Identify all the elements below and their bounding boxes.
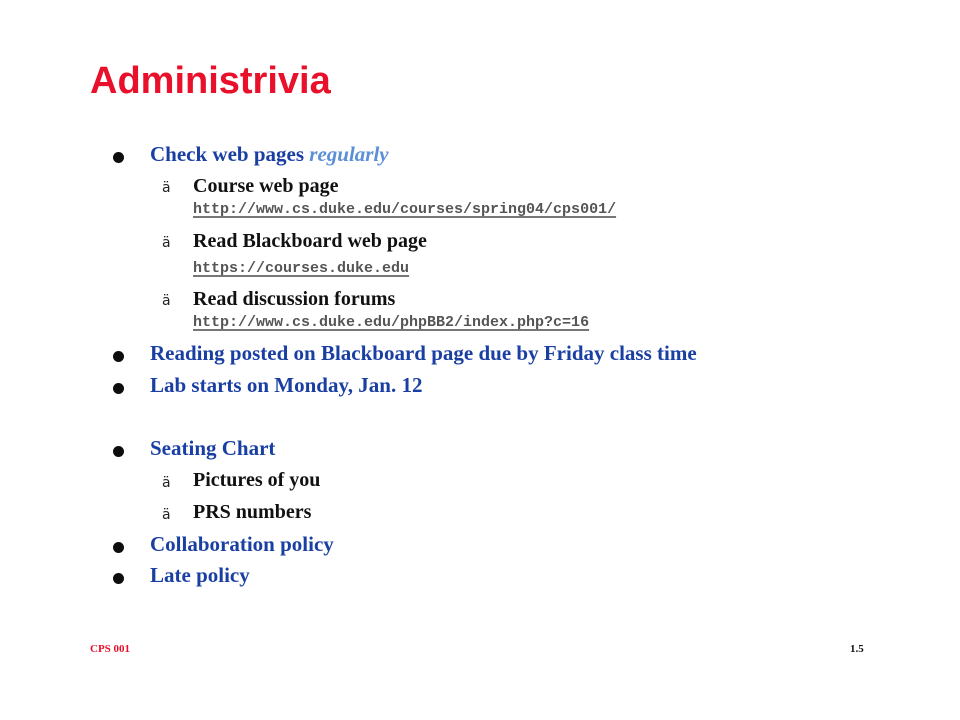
footer-course-label: CPS 001 — [90, 643, 131, 655]
subitem-blackboard-web-page: Read Blackboard web page — [193, 230, 427, 252]
bullet-icon — [113, 152, 124, 163]
sub-bullet-icon: ä — [162, 507, 171, 523]
bullet-icon — [113, 383, 124, 394]
bullet-item-collaboration-policy: Collaboration policy — [150, 532, 334, 556]
subitem-pictures-of-you: Pictures of you — [193, 469, 321, 491]
sub-bullet-icon: ä — [162, 293, 171, 309]
bullet-item-text: Check web pages — [150, 142, 310, 166]
subitem-prs-numbers: PRS numbers — [193, 501, 312, 523]
sub-bullet-icon: ä — [162, 180, 171, 196]
blackboard-link[interactable]: https://courses.duke.edu — [193, 260, 410, 277]
bullet-icon — [113, 573, 124, 584]
subitem-discussion-forums: Read discussion forums — [193, 288, 396, 310]
bullet-icon — [113, 542, 124, 553]
sub-bullet-icon: ä — [162, 475, 171, 491]
bullet-item-reading-posted: Reading posted on Blackboard page due by Friday class time — [150, 341, 697, 365]
slide-title: Administrivia — [90, 60, 331, 102]
bullet-item-check-web-pages — [150, 142, 389, 166]
subitem-course-web-page: Course web page — [193, 175, 339, 197]
bullet-item-late-policy: Late policy — [150, 563, 250, 587]
bullet-icon — [113, 351, 124, 362]
bullet-icon — [113, 446, 124, 457]
course-web-page-link[interactable]: http://www.cs.duke.edu/courses/spring04/cps001/ — [193, 201, 617, 218]
footer-page-number: 1.5 — [850, 643, 864, 655]
bullet-item-lab-starts: Lab starts on Monday, Jan. 12 — [150, 373, 423, 397]
sub-bullet-icon: ä — [162, 235, 171, 251]
bullet-item-emphasis: regularly — [309, 142, 389, 166]
discussion-forums-link[interactable]: http://www.cs.duke.edu/phpBB2/index.php?c=16 — [193, 314, 590, 331]
bullet-item-seating-chart: Seating Chart — [150, 436, 276, 460]
